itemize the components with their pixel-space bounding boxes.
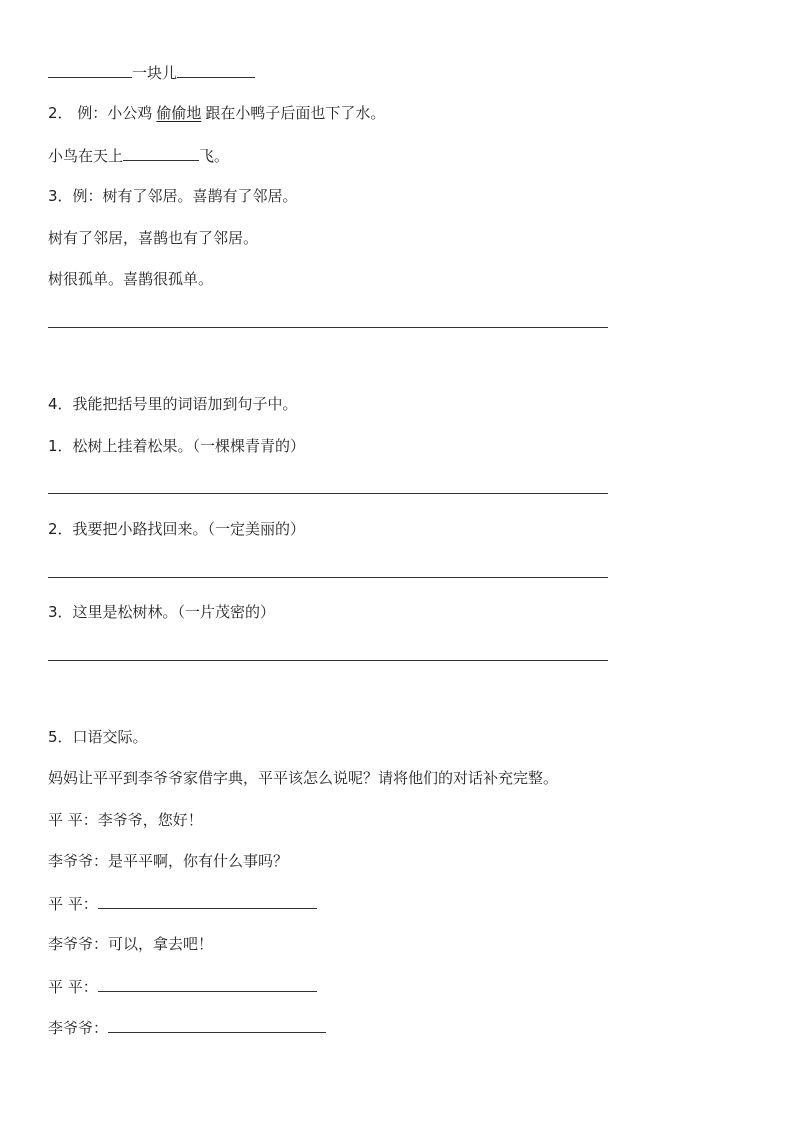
answer-line[interactable] bbox=[48, 577, 608, 578]
q2-task-head: 小鸟在天上 bbox=[48, 147, 124, 165]
dialog-text: 可以，拿去吧！ bbox=[108, 935, 214, 953]
fill-blank[interactable] bbox=[48, 62, 132, 78]
answer-line[interactable] bbox=[48, 493, 608, 494]
q3-example: 3．例：树有了邻居。喜鹊有了邻居。 bbox=[48, 187, 298, 205]
q4-title: 4．我能把括号里的词语加到句子中。 bbox=[48, 395, 298, 413]
q2-task-tail: 飞。 bbox=[199, 147, 230, 165]
dialog-line bbox=[48, 810, 203, 830]
answer-line[interactable] bbox=[48, 327, 608, 328]
dialog-speaker: 李爷爷： bbox=[48, 1019, 109, 1037]
q1-fill-line bbox=[48, 62, 255, 82]
dialog-speaker: 平 平： bbox=[48, 811, 98, 829]
fill-blank[interactable] bbox=[123, 145, 199, 161]
dialog-line bbox=[48, 1017, 326, 1037]
dialog-speaker: 平 平： bbox=[48, 978, 98, 996]
q2-tail: 跟在小鸭子后面也下了水。 bbox=[205, 104, 386, 122]
q4-item-3: 3．这里是松树林。（一片茂密的） bbox=[48, 603, 276, 621]
q3-example-answer: 树有了邻居，喜鹊也有了邻居。 bbox=[48, 229, 259, 247]
dialog-fill-blank[interactable] bbox=[98, 976, 317, 992]
dialog-line bbox=[48, 976, 317, 996]
dialog-text: 李爷爷，您好！ bbox=[97, 811, 203, 829]
q1-middle-text: 一块儿 bbox=[132, 64, 178, 82]
dialog-line bbox=[48, 893, 317, 913]
dialog-speaker: 平 平： bbox=[48, 895, 98, 913]
dialog-speaker: 李爷爷： bbox=[48, 935, 109, 953]
q2-example-word: 偷偷地 bbox=[156, 104, 202, 122]
q2-example-line bbox=[48, 103, 385, 123]
dialog-fill-blank[interactable] bbox=[108, 1017, 326, 1033]
q3-task: 树很孤单。喜鹊很孤单。 bbox=[48, 270, 214, 288]
dialog-speaker: 李爷爷： bbox=[48, 852, 109, 870]
dialog-line bbox=[48, 851, 288, 871]
q2-head: 2． 例：小公鸡 bbox=[48, 104, 153, 122]
dialog-line bbox=[48, 934, 213, 954]
dialog-text: 是平平啊，你有什么事吗？ bbox=[108, 852, 289, 870]
fill-blank[interactable] bbox=[177, 62, 255, 78]
q4-item-1: 1．松树上挂着松果。（一棵棵青青的） bbox=[48, 437, 306, 455]
q2-task-line bbox=[48, 145, 229, 165]
q4-item-2: 2．我要把小路找回来。（一定美丽的） bbox=[48, 520, 306, 538]
dialog-fill-blank[interactable] bbox=[98, 893, 317, 909]
q5-prompt: 妈妈让平平到李爷爷家借字典，平平该怎么说呢？请将他们的对话补充完整。 bbox=[48, 769, 559, 787]
answer-line[interactable] bbox=[48, 660, 608, 661]
q5-title: 5．口语交际。 bbox=[48, 728, 148, 746]
